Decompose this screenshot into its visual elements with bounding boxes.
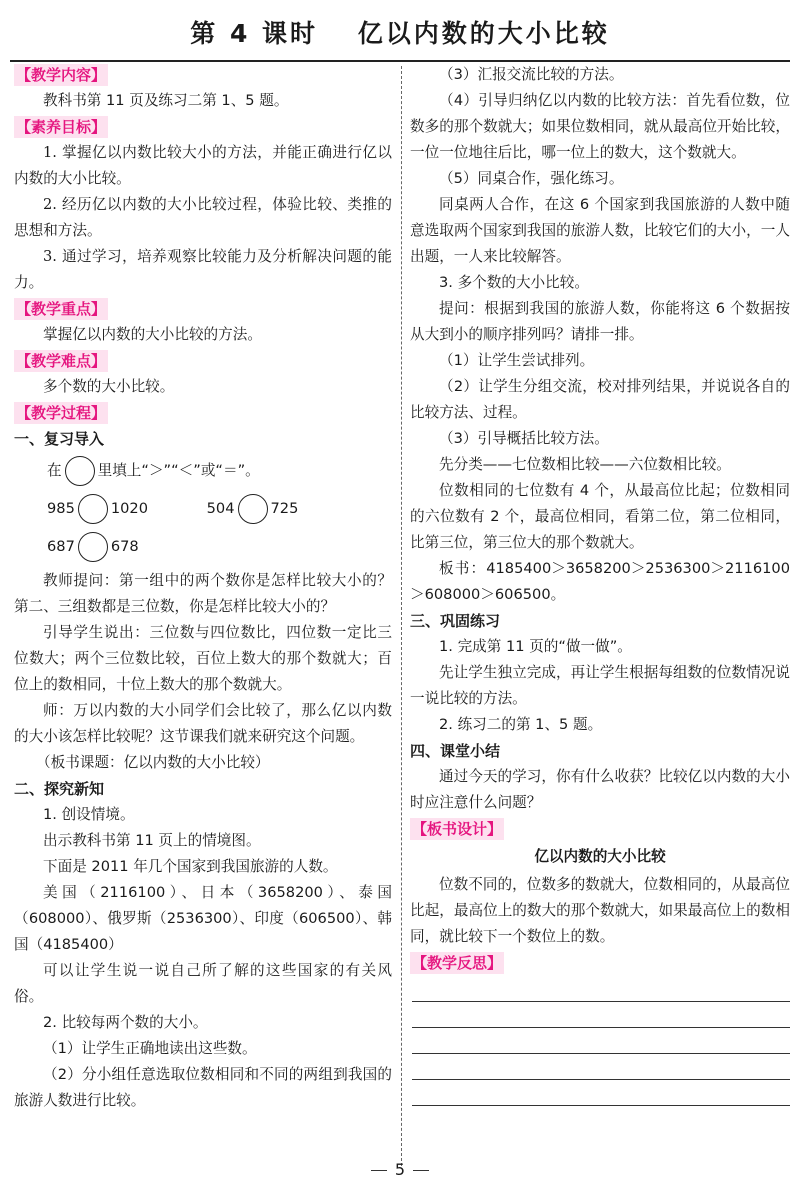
classify-text: 先分类——七位数相比较——六位数相比较。	[439, 456, 731, 473]
compare-row-2	[47, 528, 392, 566]
board-text: 位数不同的，位数多的数就大，位数相同的，从最高位比起，最高位上的数大的那个数就大，如果最高位上的数相同，就比较下一个数位上的数。	[410, 876, 790, 945]
section-tag-process: 【教学过程】	[16, 404, 107, 422]
page-number	[0, 1160, 800, 1179]
step-2-5: （5）同桌合作，强化练习。	[439, 170, 624, 187]
compare-value: 985	[47, 500, 75, 517]
writing-line[interactable]	[412, 1028, 790, 1054]
step-3-question: 提问：根据到我国的旅游人数，你能将这 6 个数据按从大到小的顺序排列吗？请排一排。	[410, 300, 790, 343]
section-tag-content: 【教学内容】	[16, 66, 107, 84]
section-tag-reflection: 【教学反思】	[412, 954, 503, 972]
section-heading-practice: 三、巩固练习	[410, 612, 501, 630]
pair-work-text: 同桌两人合作，在这 6 个国家到我国旅游的人数中随意选取两个国家到我国的旅游人数，比较它们的大小，一人出题，一人来比较解答。	[410, 196, 790, 265]
writing-line[interactable]	[412, 1054, 790, 1080]
reflection-lines	[410, 976, 790, 1106]
step-2-1: （1）让学生正确地读出这些数。	[43, 1040, 257, 1057]
below-text: 下面是 2011 年几个国家到我国旅游的人数。	[43, 858, 338, 875]
step-2-4: （4）引导归纳亿以内数的比较方法：首先看位数，位数多的那个数就大；如果位数相同，就从最高位开始比较，一位一位地往后比，哪一位上的数大，这个数就大。	[410, 92, 790, 161]
guide-text: 引导学生说出：三位数与四位数比，四位数一定比三位数大；两个三位数比较，百位上数大的那个数就大；百位上的数相同，十位上数大的那个数就大。	[14, 624, 392, 693]
left-column	[14, 62, 392, 1114]
exercise-2: 2. 练习二的第 1、5 题。	[439, 716, 603, 733]
compare-value: 725	[270, 500, 299, 517]
customs-text: 可以让学生说一说自己所了解的这些国家的有关风俗。	[14, 962, 392, 1005]
right-column	[410, 62, 790, 1106]
page-title: 第 4 课时 亿以内数的大小比较	[190, 19, 610, 48]
countries-data: 美国（2116100）、日本（3658200）、泰国（608000）、俄罗斯（2536300）、印度（606500）、韩国（4185400）	[14, 884, 392, 953]
compare-value: 504	[206, 500, 235, 517]
fill-pre-text: 在	[47, 462, 62, 479]
section-heading-explore: 二、探究新知	[14, 780, 105, 798]
show-figure-text: 出示教科书第 11 页上的情境图。	[43, 832, 261, 849]
writing-line[interactable]	[412, 976, 790, 1002]
compare-value: 1020	[110, 500, 148, 517]
step-2-2: （2）分小组任意选取位数相同和不同的两组到我国的旅游人数进行比较。	[14, 1066, 392, 1109]
step-3-3: （3）引导概括比较方法。	[439, 430, 609, 447]
goal-1: 1. 掌握亿以内数比较大小的方法，并能正确进行亿以内数的大小比较。	[14, 144, 392, 187]
difficulty-text: 多个数的大小比较。	[43, 378, 175, 395]
compare-row-1	[47, 490, 392, 528]
blank-circle-icon	[78, 532, 108, 562]
same-digits-text: 位数相同的七位数有 4 个，从最高位比起；位数相同的六位数有 2 个，最高位相同，看第二位，第二位相同，比第三位，第三位大的那个数就大。	[410, 482, 790, 551]
step-2-3: （3）汇报交流比较的方法。	[439, 66, 624, 83]
board-order-text: 板书：4185400＞3658200＞2536300＞2116100＞608000＞606500。	[410, 560, 790, 603]
board-topic-note: （板书课题：亿以内数的大小比较）	[36, 754, 270, 771]
section-tag-goals: 【素养目标】	[16, 118, 107, 136]
teacher-text: 师：万以内数的大小同学们会比较了，那么亿以内数的大小该怎样比较呢？这节课我们就来研究这个问题。	[14, 702, 392, 745]
section-heading-review: 一、复习导入	[14, 430, 105, 448]
section-tag-difficulty: 【教学难点】	[16, 352, 107, 370]
step-1: 1. 创设情境。	[43, 806, 135, 823]
writing-line[interactable]	[412, 1002, 790, 1028]
step-3-1: （1）让学生尝试排列。	[439, 352, 595, 369]
blank-circle-icon	[65, 456, 95, 486]
column-divider	[401, 66, 402, 1166]
exercise-1: 1. 完成第 11 页的“做一做”。	[439, 638, 632, 655]
blank-circle-icon	[238, 494, 268, 524]
exercise-1-detail: 先让学生独立完成，再让学生根据每组数的位数情况说一说比较的方法。	[410, 664, 790, 707]
content-text: 教科书第 11 页及练习二第 1、5 题。	[43, 92, 289, 109]
blank-circle-icon	[78, 494, 108, 524]
focus-text: 掌握亿以内数的大小比较的方法。	[43, 326, 262, 343]
step-2: 2. 比较每两个数的大小。	[43, 1014, 208, 1031]
teacher-question: 教师提问：第一组中的两个数你是怎样比较大小的？第二、三组数都是三位数，你是怎样比较大小的？	[14, 572, 392, 615]
section-tag-board: 【板书设计】	[412, 820, 503, 838]
summary-text: 通过今天的学习，你有什么收获？比较亿以内数的大小时应注意什么问题？	[410, 768, 790, 811]
section-tag-focus: 【教学重点】	[16, 300, 107, 318]
dash-decoration	[413, 1170, 429, 1171]
step-3: 3. 多个数的大小比较。	[439, 274, 589, 291]
board-title: 亿以内数的大小比较	[534, 848, 666, 865]
step-3-2: （2）让学生分组交流，校对排列结果，并说说各自的比较方法、过程。	[410, 378, 790, 421]
goal-2: 2. 经历亿以内数的大小比较过程，体验比较、类推的思想和方法。	[14, 196, 392, 239]
compare-value: 687	[47, 538, 75, 555]
goal-3: 3. 通过学习，培养观察比较能力及分析解决问题的能力。	[14, 248, 392, 291]
dash-decoration	[371, 1170, 387, 1171]
fill-instruction	[47, 452, 392, 490]
section-heading-summary: 四、课堂小结	[410, 742, 501, 760]
page-number-value: 5	[394, 1160, 406, 1179]
fill-post-text: 里填上“＞”“＜”或“＝”。	[97, 462, 260, 479]
compare-value: 678	[110, 538, 139, 555]
writing-line[interactable]	[412, 1080, 790, 1106]
